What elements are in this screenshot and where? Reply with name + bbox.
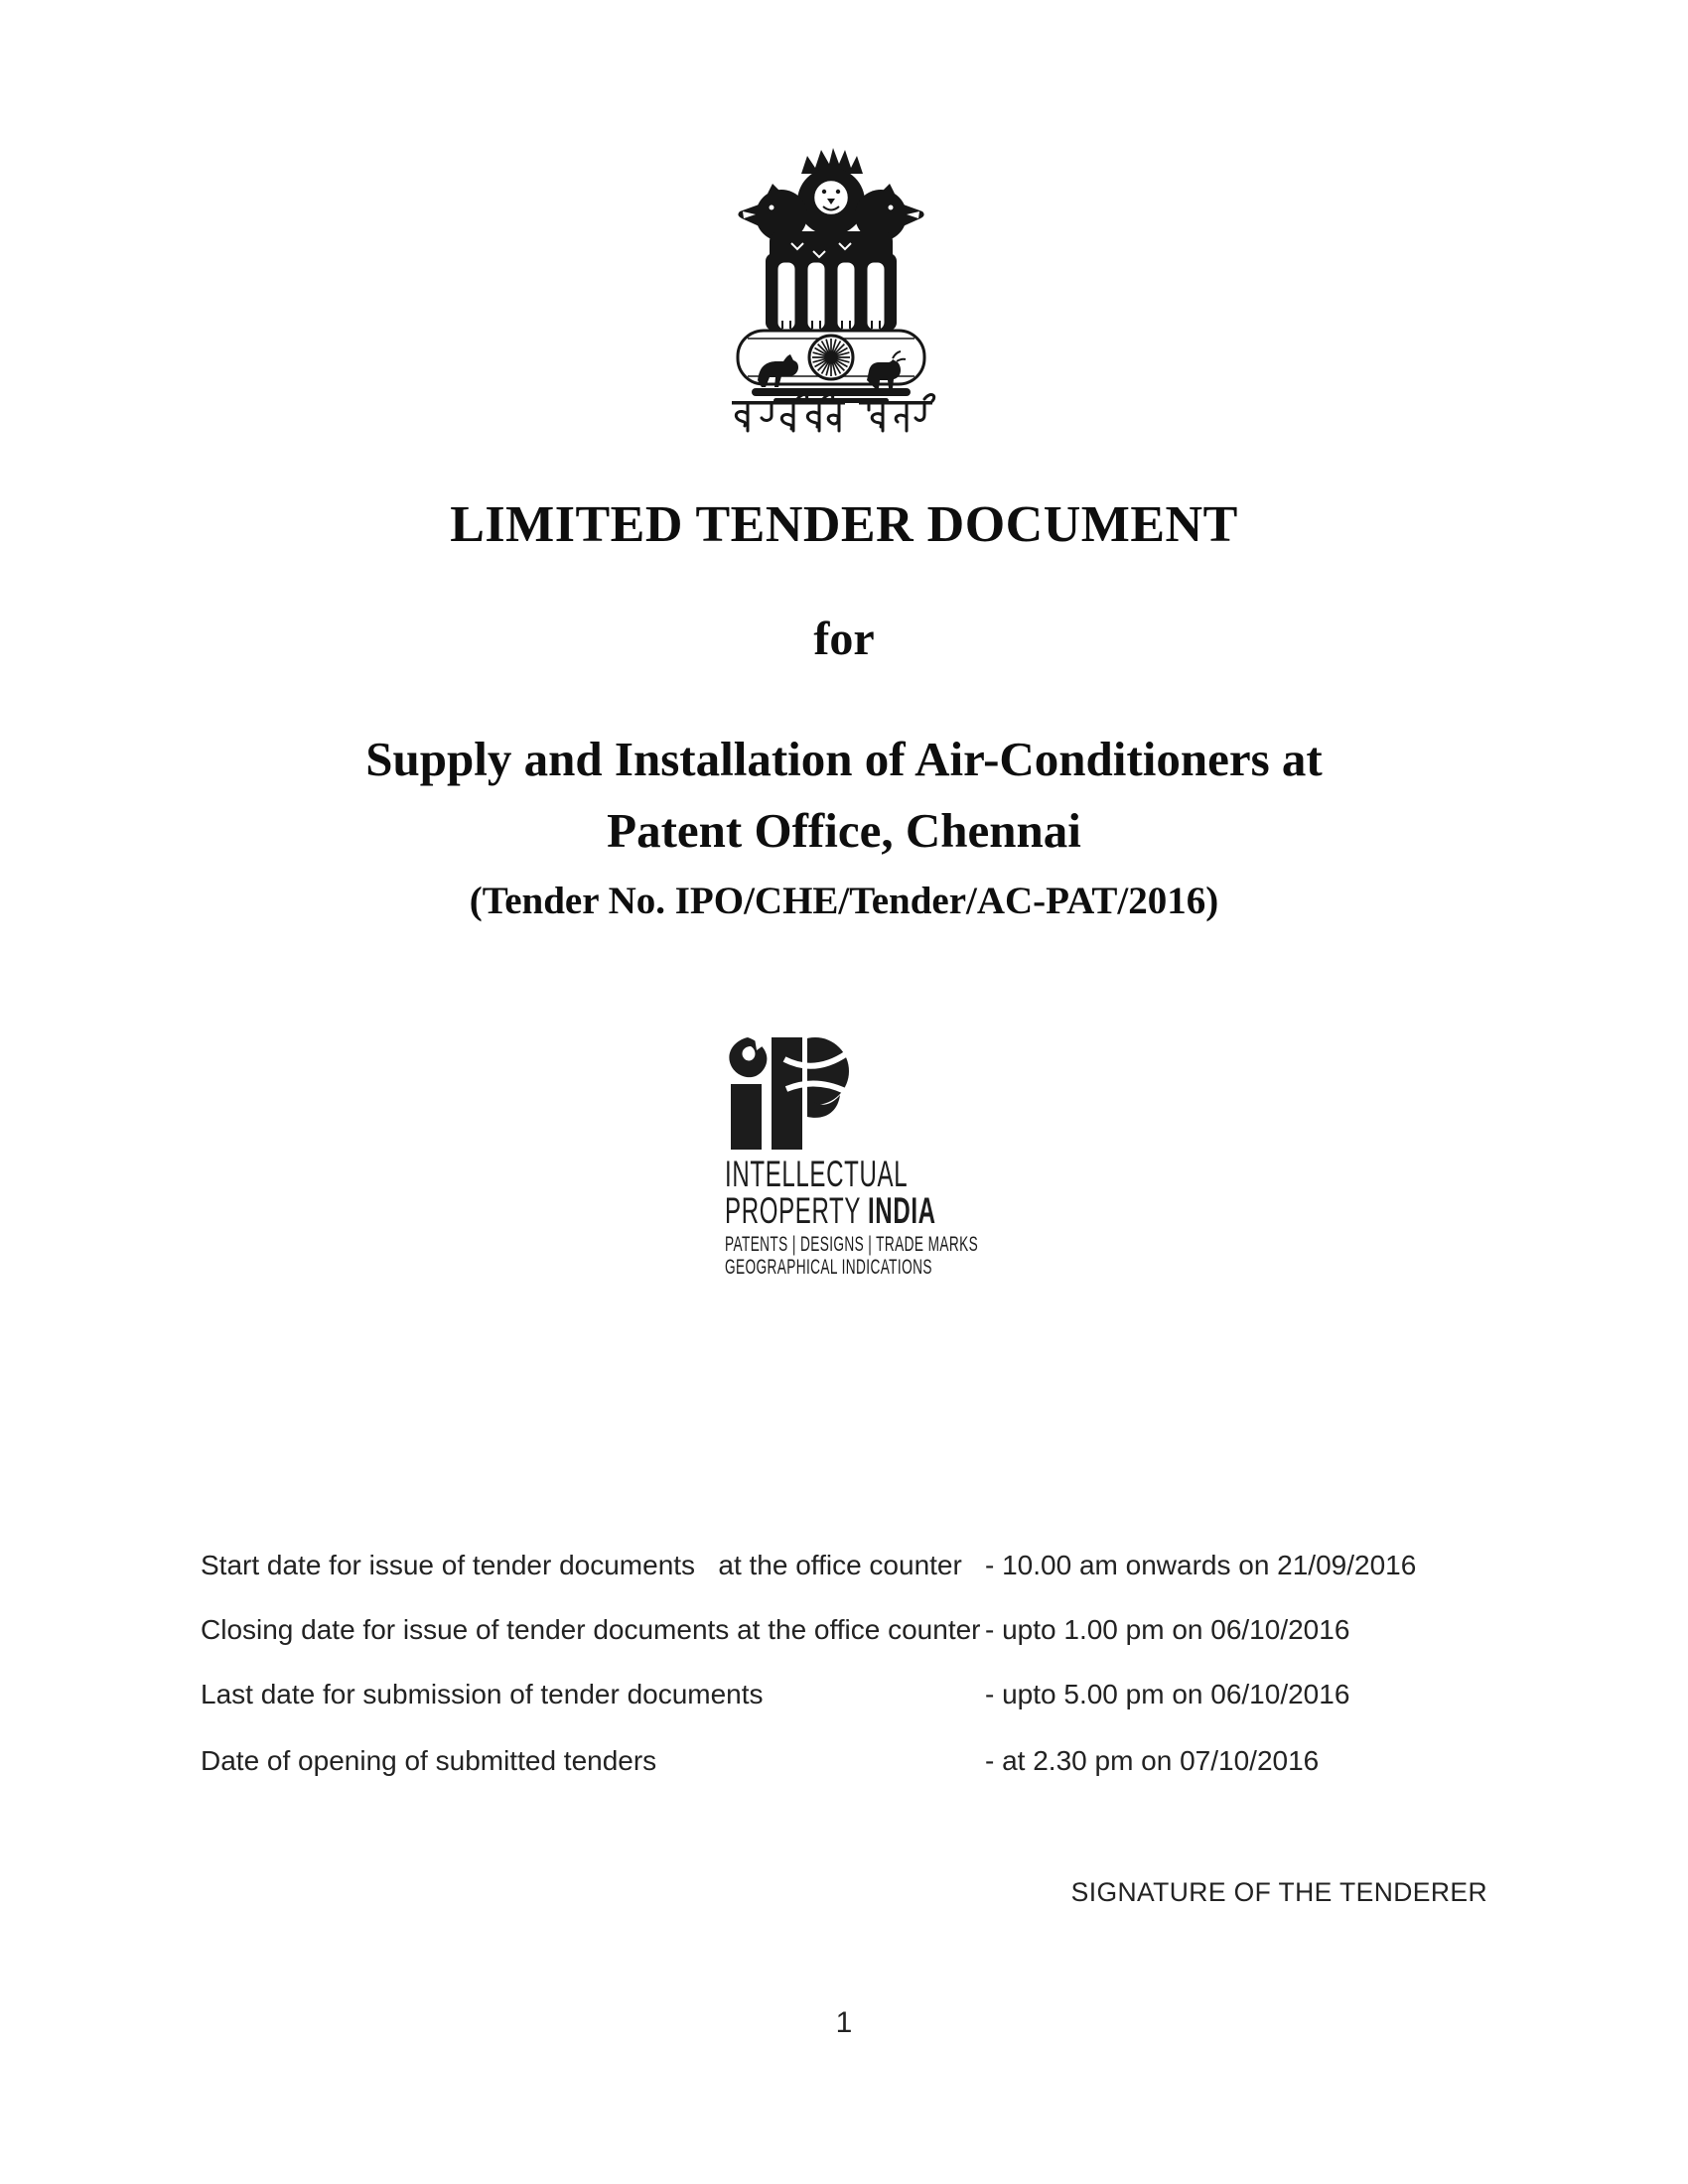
tender-number-line: (Tender No. IPO/CHE/Tender/AC-PAT/2016) <box>469 880 1219 922</box>
ip-logo-property-text: PROPERTY <box>725 1190 868 1231</box>
schedule-row-opening-date <box>201 1746 1611 1777</box>
ip-logo-line-property-india <box>725 1190 936 1232</box>
schedule-label: Last date for submission of tender documents <box>201 1679 764 1709</box>
ip-logo-line-intellectual: INTELLECTUAL <box>725 1154 909 1194</box>
emblem-motto <box>732 395 934 431</box>
schedule-value: - upto 1.00 pm on 06/10/2016 <box>985 1614 1350 1645</box>
ip-logo-india-text: INDIA <box>867 1190 936 1231</box>
schedule-value: - 10.00 am onwards on 21/09/2016 <box>985 1550 1417 1580</box>
subject-line-2: Patent Office, Chennai <box>607 803 1081 858</box>
schedule-label: Closing date for issue of tender documents at the office counter <box>201 1614 981 1645</box>
schedule-row-closing-date <box>201 1615 1611 1646</box>
schedule-label: Date of opening of submitted tenders <box>201 1745 657 1776</box>
document-title: LIMITED TENDER DOCUMENT <box>450 496 1238 553</box>
schedule-value: - at 2.30 pm on 07/10/2016 <box>985 1745 1320 1776</box>
connector-word: for <box>813 613 875 665</box>
schedule-value: - upto 5.00 pm on 06/10/2016 <box>985 1679 1350 1709</box>
ip-logo-line-services: PATENTS | DESIGNS | TRADE MARKS <box>725 1233 979 1256</box>
signature-line: SIGNATURE OF THE TENDERER <box>1070 1877 1487 1907</box>
schedule-row-start-date <box>201 1551 1611 1581</box>
schedule-row-last-submission <box>201 1680 1611 1710</box>
ip-logo-line-gi: GEOGRAPHICAL INDICATIONS <box>725 1256 932 1279</box>
page-number: 1 <box>835 2006 853 2039</box>
schedule-label: Start date for issue of tender documents at the office counter <box>201 1550 962 1580</box>
ip-india-logo-icon <box>727 1037 856 1152</box>
state-emblem-of-india-icon <box>722 144 940 442</box>
ip-india-logo <box>725 1037 1062 1296</box>
subject-line-1: Supply and Installation of Air-Conditioners at <box>365 732 1323 786</box>
